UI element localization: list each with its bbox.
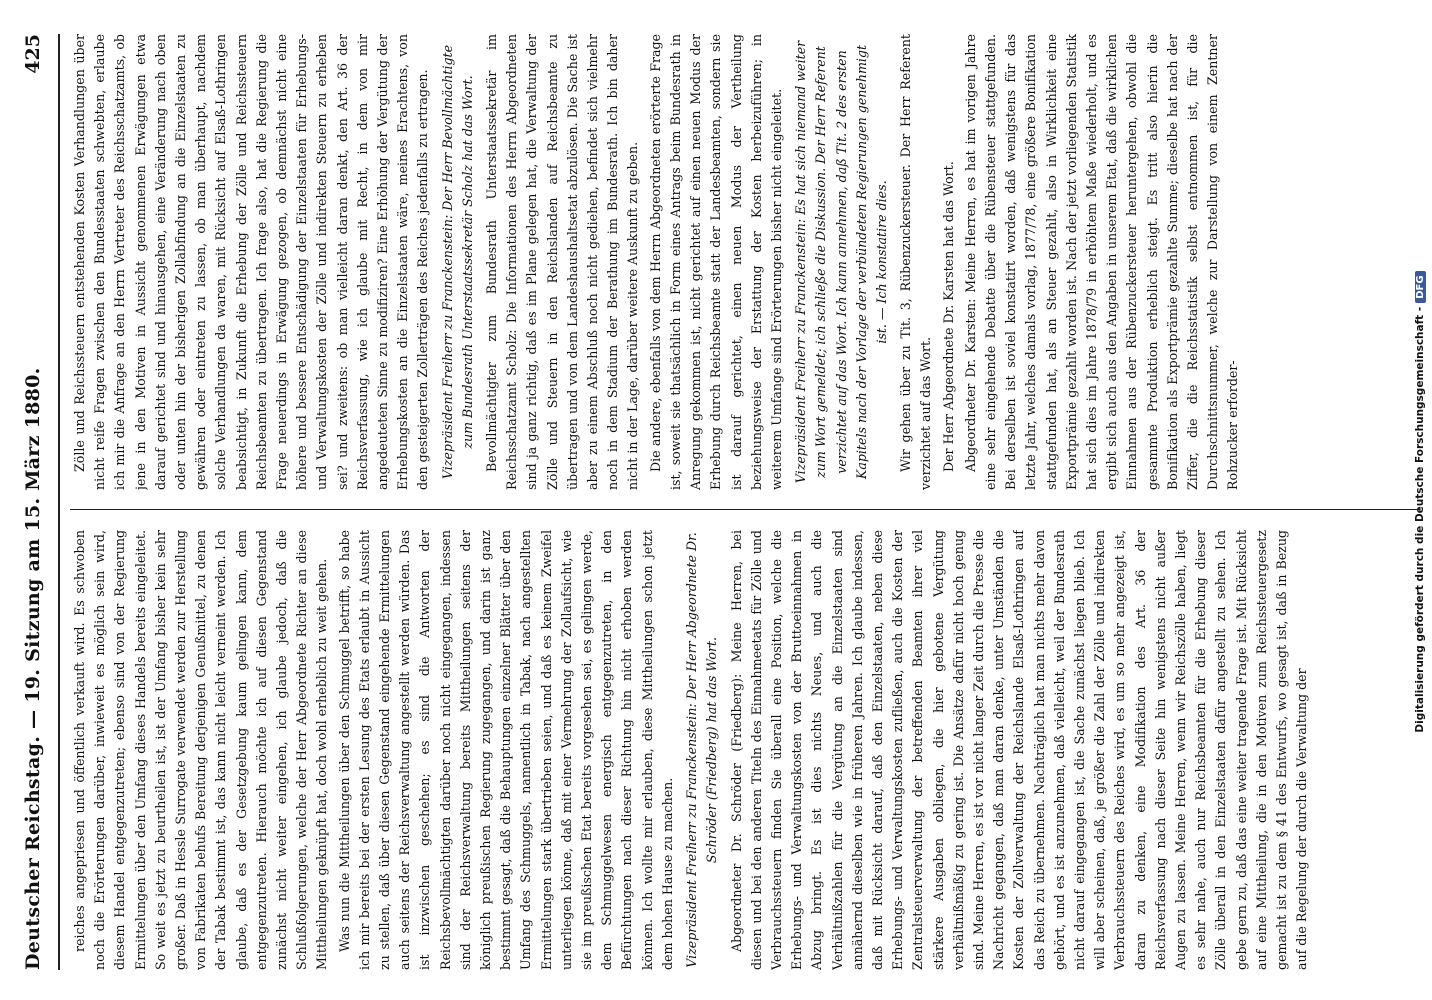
column-divider [70,509,1420,510]
paragraph: Wir gehen über zu Tit. 3, Rübenzuckersteuer. Der Herr Referent verzichtet auf das Wort. [898,34,934,490]
paragraph: Was nun die Mittheilungen über den Schmuggel betrifft, so habe ich mir bereits bei der ersten Lesung des Etats erlaubt in Aussicht zu stellen, daß über diesen Gegenstand eingehende Ermittelungen auch seitens der Reichsverwaltung angestellt werden würden. Das ist inzwischen geschehen; es sind die Antworten der Reichsbevollmächtigten darüber noch nicht eingegangen, indessen sind der Reichsverwaltung bereits Mittheilungen seitens der königlich preußischen Regierung zugegangen, und darin ist ganz bestimmt gesagt, daß die Behauptungen einzelner Blätter über den Umfang des Schmuggels, namentlich in Tabak, nach angestellten Ermittelungen stark übertrieben seien, und daß es keinem Zweifel unterliegen könne, daß mit einer Vermehrung der Zollaufsicht, wie sie im preußischen Etat bereits vorgesehen sei, es gelingen werde, dem Schmuggelwesen energisch entgegenzutreten, in den Befürchtungen nach dieser Richtung hin nicht erhoben werden können. Ich wollte mir erlauben, diese Mittheilungen schon jetzt dem hohen Hause zu machen. [336,530,675,970]
page-header [12,34,52,970]
digitization-footer [1414,34,1426,970]
paragraph: Vizepräsident Freiherr zu Franckenstein: Es hat sich niemand weiter zum Wort gemeldet; ich schließe die Diskussion. Der Herr Referent verzichtet auf das Wort. Ich kann annehmen, daß Tit. 2 des ersten Kapitels nach der Vorlage der verbündeten Regierungen genehmigt ist. — Ich konstatire dies. [793,40,889,484]
left-column [70,530,1420,970]
paragraph: Zölle und Reichssteuern entstehenden Kosten Verhandlungen über nicht reife Fragen zwischen den Bundesstaaten schwebten, erlaube ich mir die Anfrage an den Herrn Vertreter des Reichsschatzamts, ob jene in den Motiven in Aussicht genommenen Erwägungen etwa darauf gerichtet sind und hinausgehen, eine Veränderung nach oben oder unten hin der bisherigen Zollabfindung an die Einzelstaaten zu gewähren oder eintreten zu lassen, ob man überhaupt, nachdem solche Verhandlungen da waren, mit Rücksicht auf Elsaß-Lothringen beabsichtigt, in Zukunft die Erhebung der Zölle und Reichssteuern Reichsbeamten zu übertragen. Ich frage also, hat die Regierung die Frage neuerdings in Erwägung gezogen, ob demnächst nicht eine höhere und bessere Entschädigung der Einzelstaaten für Erhebungs- und Verwaltungskosten der Zölle und indirekten Steuern zu erheben sei? und zweitens: ob man vielleicht daran denkt, den Art. 36 der Reichsverfassung, wie ich glaube mit Recht, in dem von mir angedeuteten Sinne zu modifiziren? Eine Erhöhung der Vergütung der Erhebungskosten an die Einzelstaaten wäre, meines Erachtens, von den gesteigerten Zollerträgen des Reiches jedenfalls zu ertragen. [72,34,431,490]
paragraph: Der Herr Abgeordnete Dr. Karsten hat das Wort. [940,161,956,472]
paragraph: Abgeordneter Dr. Schröder (Friedberg): Meine Herren, bei diesen und bei den anderen Titeln des Einnahmeetats für Zölle und Verbrauchssteuern finden Sie überall eine Position, welche die Erhebungs- und Verwaltungskosten von der Bruttoeinnahmen in Abzug bringt. Es ist dies nichts Neues, und auch die Verhältnißzahlen für die Vergütung an die Einzelstaaten sind annähernd dieselben wie in früheren Jahren. Ich glaube indessen, daß mit Rücksicht darauf, daß den Einzelstaaten, neben diese Erhebungs- und Verwaltungskosten zufließen, auch die Kosten der Zentralsteuerverwaltung der betreffenden Beamten ihrer viel stärkere Ausgaben obliegen, die hier gebotene Vergütung verhältnißmäßig zu gering ist. Die Ansätze dafür nicht hoch genug sind. Meine Herren, es ist vor nicht langer Zeit durch die Presse die Nachricht gegangen, daß man daran denke, unter Umständen die Kosten der Zollverwaltung der Reichslande Elsaß-Lothringen auf das Reich zu übernehmen. Nachträglich hat man nichts mehr davon gehört, und es ist anzunehmen, daß vielleicht, weil der Bundesrath nicht darauf eingegangen ist, die Sache zunächst liegen blieb. Ich will aber scheinen, daß, je größer die Zahl der Zölle und indirekten Verbrauchssteuern des Reiches wird, es um so mehr angezeigt ist, daran zu denken, eine Modifikation des Art. 36 der Reichsverfassung nach dieser Seite hin wenigstens nicht außer Augen zu lassen. Meine Herren, wenn wir Reichszölle haben, liegt es sehr nahe, auch nur Reichsbeamten für die Erhebung dieser Zölle überall in den Einzelstaaten dafür angestellt zu sehen. Ich gebe gern zu, daß das eine weiter tragende Frage ist. Mit Rücksicht auf eine Mittheilung, die in den Motiven zum Reichssteuergesetz gemacht ist zu dem § 41 des Entwurfs, wo gesagt ist, daß in Bezug auf die Regelung der durch die Verwaltung der [728,530,1310,970]
paragraph: Vizepräsident Freiherr zu Franckenstein: Der Herr Bevollmächtigte zum Bundesrath Unterstaatssekretär Scholz hat das Wort. [439,44,475,480]
paragraph: reiches angepriesen und öffentlich verkauft wird. Es schwoben noch die Erörterungen darüber, inwieweit es möglich sein wird, diesem Handel entgegenzutreten; ebenso sind von der Regierung Ermittelungen über den Umfang dieses Handels bereits eingeleitet. So weit es jetzt zu beurtheilen ist, ist der Umfang bisher kein sehr großer. Daß in Hessle Surrogate verwendet werden zur Herstellung von Fabrikaten behufs Bereitung derjenigen Genußmittel, zu denen der Tabak bestimmt ist, das kann nicht leicht verneint werden. Ich glaube, daß es der Gesetzgebung kaum gelingen kann, dem entgegenzutreten. Hierauch möchte ich auf diesen Gegenstand zunächst nicht weiter eingehen, ich glaube jedoch, daß die Schlußfolgerungen, welche der Herr Abgeordnete Richter an diese Mittheilungen geknüpft hat, doch wohl erheblich zu weit gehen. [72,530,330,970]
running-title: Deutscher Reichstag. — 19. Sitzung am 15. März 1880. [22,367,44,970]
paragraph: Abgeordneter Dr. Karsten: Meine Herren, es hat im vorigen Jahre eine sehr eingehende Debatte über die Rübensteuer stattgefunden. Bei derselben ist soviel konstatirt worden, daß wenigstens für das letzte Jahr, welches damals vorlag, 1877/78, eine größere Bonifikation stattgefunden hat, als an Steuer gezahlt, also in Wirklichkeit eine Exportprämie gezahlt worden ist. Nach der jetzt vorliegenden Statistik hat sich dies im Jahre 1878/79 in erhöhtem Maße wiederholt, und es ergibt sich auch aus den Angaben in unserem Etat, daß die wirklichen Einnahmen aus der Rübenzuckersteuer heruntergehen, obwohl die gesammte Produktion erheblich steigt. Es tritt also hierin die Bonifikation als Exportprämie gezahlte Summe; dieselbe hat nach der Ziffer, die die Reichsstatistik selbst entnommen ist, für die Durchschnittsnummer, welche zur Darstellung von einem Zentner Rohzucker erforder- [962,34,1241,490]
digitization-notice: Digitalisierung gefördert durch die Deutsche Forschungsgemeinschaft - [1414,306,1426,733]
header-rule [58,34,60,970]
paragraph: Vizepräsident Freiherr zu Franckenstein: Der Herr Abgeordnete Dr. Schröder (Friedberg) hat das Wort. [684,532,720,968]
paragraph: Bevollmächtigter zum Bundesrath Unterstaatssekretär im Reichsschatzamt Scholz: Die Informationen des Herrn Abgeordneten sind ja ganz richtig, daß es im Plane gelegen hat, die Verwaltung der Zölle und Steuern in den Reichslanden auf Reichsbeamte zu übertragen und von dem Landeshaushaltsetat abzulösen. Die Sache ist aber zu einem Abschluß noch nicht gediehen, befindet sich vielmehr noch in dem Stadium der Berathung im Bundesrath. Ich bin daher nicht in der Lage, darüber weitere Auskunft zu geben. [484,34,641,490]
dfg-logo-badge: DFG [1415,271,1426,302]
paragraph: Die andere, ebenfalls von dem Herrn Abgeordneten erörterte Frage ist, soweit sie thatsächlich in Form eines Antrags beim Bundesrath in Anregung gekommen ist, nicht gerichtet auf einen neuen Modus der Erhebung durch Reichsbeamte statt der Landesbeamten, sondern sie ist darauf gerichtet, einen neuen Modus der Vertheilung beziehungsweise der Erstattung der Kosten herbeizuführen; in weiterem Umfange sind Erörterungen bisher nicht eingeleitet. [647,34,784,490]
page-number: 425 [22,34,44,74]
right-column [70,34,1420,490]
